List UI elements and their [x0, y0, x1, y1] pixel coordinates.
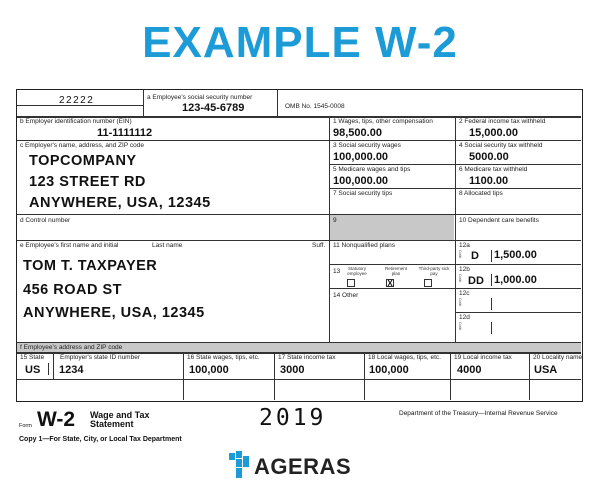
form-id: 22222 [59, 95, 95, 106]
department-text: Department of the Treasury—Internal Revenue Service [399, 410, 558, 417]
w2-form [16, 89, 583, 402]
box-c-label: c Employer's name, address, and ZIP code [20, 142, 144, 149]
box-19-value: 4000 [457, 364, 482, 376]
ein-value: 11-1111112 [97, 127, 153, 139]
code-label-12a: Code [458, 250, 462, 259]
code-label-12b: Code [458, 274, 462, 283]
box-20-value: USA [534, 364, 558, 376]
box-18-label: 18 Local wages, tips, etc. [368, 354, 441, 361]
box-14-label: 14 Other [333, 292, 359, 299]
employee-city: ANYWHERE, USA, 12345 [23, 305, 205, 321]
box-17-label: 17 State income tax [278, 354, 336, 361]
employer-city: ANYWHERE, USA, 12345 [29, 195, 211, 211]
form-name: W-2 [37, 408, 76, 431]
box-e-label: e Employee's first name and initial [20, 242, 119, 249]
box-15-label: 15 State [20, 354, 45, 361]
box-6-value: 1100.00 [469, 175, 509, 187]
box-20-label: 20 Locality name [533, 354, 583, 361]
code-label-12c: Code [458, 298, 462, 307]
box-3-value: 100,000.00 [333, 151, 389, 163]
box-1-value: 98,500.00 [333, 127, 382, 139]
box-15-id-label: Employer's state ID number [60, 354, 140, 361]
copy-text: Copy 1—For State, City, or Local Tax Department [19, 436, 182, 443]
box-17-value: 3000 [280, 364, 305, 376]
box-12b-label: 12b [459, 266, 470, 273]
logo-text: AGERAS [254, 454, 352, 479]
box-18-value: 100,000 [369, 364, 409, 376]
box-13-label: 13 [333, 268, 341, 275]
box-12b-value: 1,000.00 [494, 274, 537, 286]
ssn-value: 123-45-6789 [182, 102, 245, 114]
form-desc-1: Wage and Tax [90, 410, 150, 420]
box-12a-value: 1,500.00 [494, 249, 537, 261]
retirement-plan-checkbox[interactable]: X [387, 279, 393, 288]
box-15-id: 1234 [59, 364, 84, 376]
employer-name: TOPCOMPANY [29, 153, 137, 169]
code-label-12d: Code [458, 322, 462, 331]
box-12b-code: DD [468, 275, 484, 287]
box-f-label: f Employee's address and ZIP code [20, 344, 123, 351]
box-11-label: 11 Nonqualified plans [333, 242, 396, 249]
box-4-value: 5000.00 [469, 151, 509, 163]
last-name-label: Last name [152, 242, 183, 249]
box-9-label: 9 [333, 217, 337, 224]
box-5-label: 5 Medicare wages and tips [333, 166, 411, 173]
tax-year: 2019 [259, 405, 327, 431]
box-5-value: 100,000.00 [333, 175, 389, 187]
ageras-logo-icon [229, 451, 251, 481]
retirement-plan-label: Retirement plan [384, 266, 407, 276]
box-12a-code: D [471, 250, 479, 262]
form-desc-2: Statement [90, 419, 134, 429]
box-1-label: 1 Wages, tips, other compensation [333, 118, 433, 125]
box-19-label: 19 Local income tax [454, 354, 512, 361]
box-16-label: 16 State wages, tips, etc. [187, 354, 260, 361]
page-title: EXAMPLE W-2 [142, 18, 458, 67]
box-9-shade [330, 215, 454, 240]
box-3-label: 3 Social security wages [333, 142, 401, 149]
employee-name: TOM T. TAXPAYER [23, 258, 158, 274]
box-2-value: 15,000.00 [469, 127, 518, 139]
ageras-logo [229, 451, 371, 481]
statutory-employee-label: Statutory employee [347, 266, 367, 276]
box-8-label: 8 Allocated tips [459, 190, 503, 197]
statutory-employee-checkbox[interactable] [347, 279, 355, 287]
box-12a-label: 12a [459, 242, 470, 249]
employer-street: 123 STREET RD [29, 174, 146, 190]
box-10-label: 10 Dependent care benefits [459, 217, 539, 224]
form-word: Form [19, 423, 32, 429]
box-4-label: 4 Social security tax withheld [459, 142, 543, 149]
box-16-value: 100,000 [189, 364, 229, 376]
box-7-label: 7 Social security tips [333, 190, 393, 197]
box-b-label: b Employer identification number (EIN) [20, 118, 132, 125]
box-6-label: 6 Medicare tax withheld [459, 166, 528, 173]
box-2-label: 2 Federal income tax withheld [459, 118, 546, 125]
box-12c-label: 12c [459, 290, 470, 297]
sick-pay-label: Third-party sick pay [418, 266, 450, 276]
box-15-state: US [25, 364, 41, 376]
omb-number: OMB No. 1545-0008 [285, 103, 345, 110]
box-12d-label: 12d [459, 314, 470, 321]
employee-street: 456 ROAD ST [23, 282, 122, 298]
sick-pay-checkbox[interactable] [424, 279, 432, 287]
box-d-label: d Control number [20, 217, 71, 224]
box-a-label: a Employee's social security number [147, 94, 253, 101]
suff-label: Suff. [312, 242, 326, 249]
